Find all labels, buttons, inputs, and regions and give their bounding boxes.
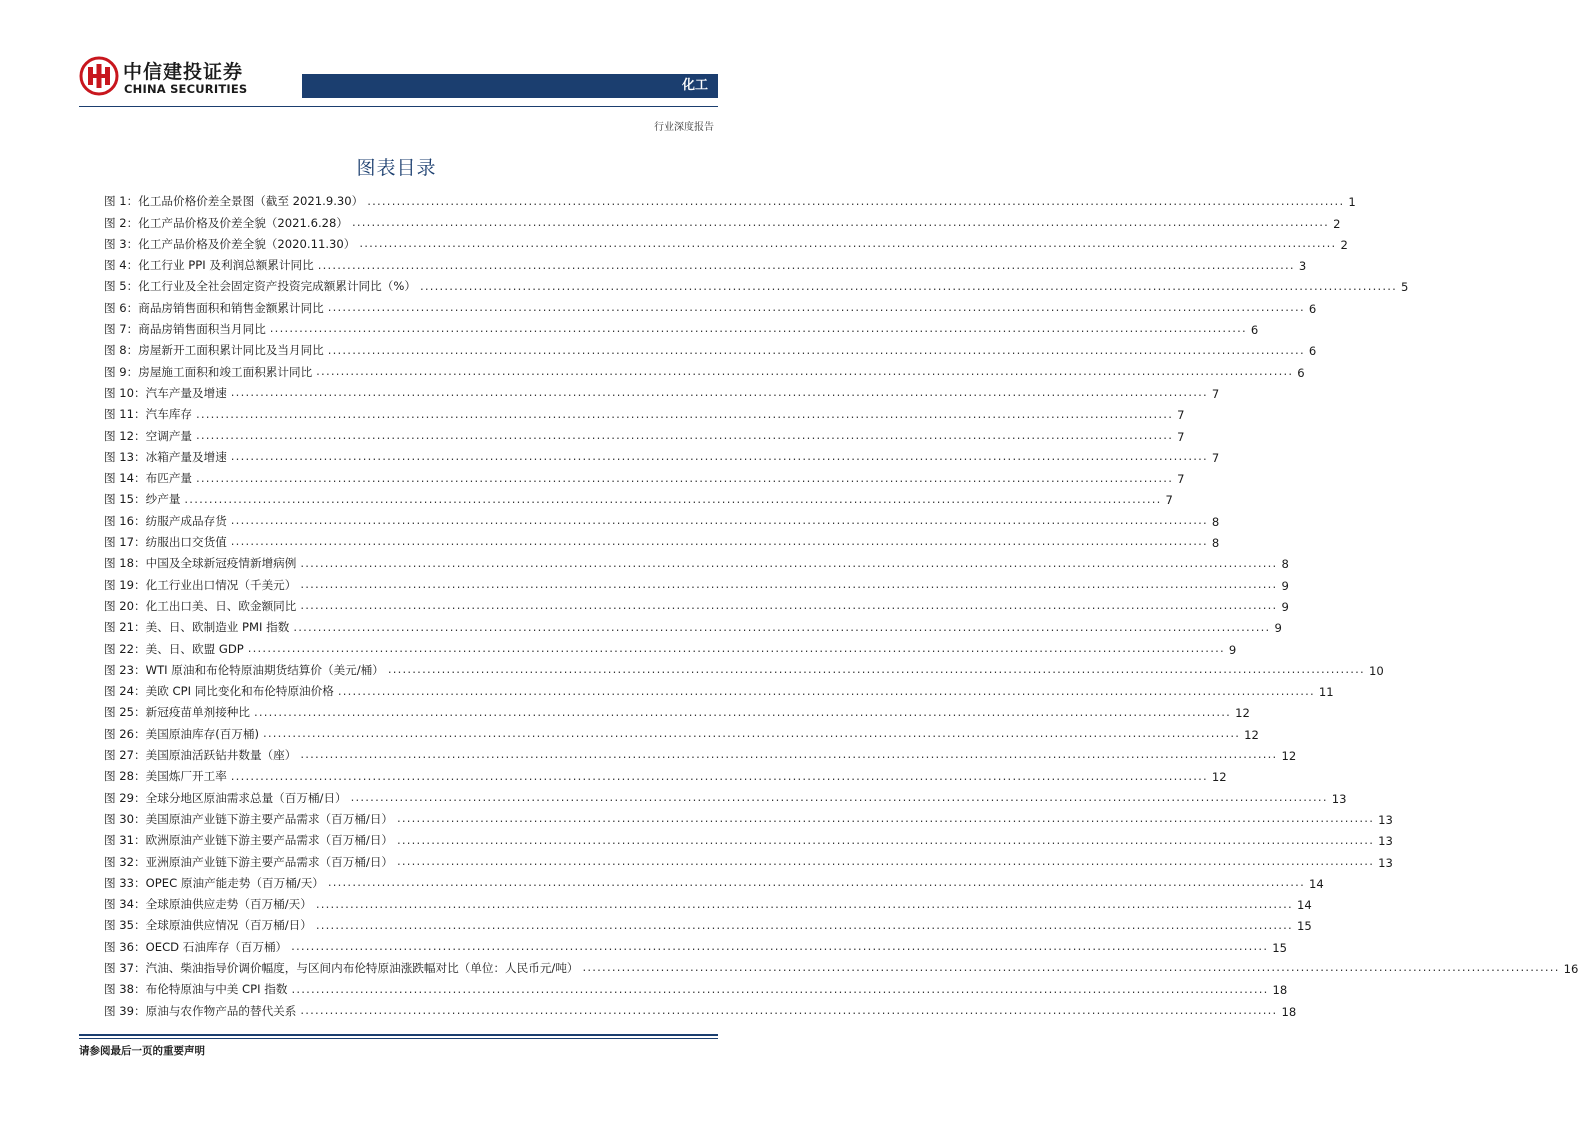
toc-leader-dots: ........................................................................................................................................................................................................ <box>387 662 1365 677</box>
toc-entry[interactable] <box>104 976 1288 998</box>
brand-name-cn: 中信建投证券 <box>123 61 244 83</box>
toc-entry-page: 6 <box>1250 323 1259 338</box>
toc-entry-label: 图 5：化工行业及全社会固定资产投资完成额累计同比（%） <box>104 279 416 294</box>
toc-leader-dots: ........................................................................................................................................................................................................ <box>269 321 1247 336</box>
toc-leader-dots: ........................................................................................................................................................................................................ <box>230 449 1208 464</box>
toc-entry-page: 13 <box>1378 812 1393 827</box>
toc-entry-label: 图 27：美国原油活跃钻井数量（座） <box>104 748 297 763</box>
toc-entry-label: 图 38：布伦特原油与中美 CPI 指数 <box>104 982 288 997</box>
toc-entry-page: 2 <box>1340 237 1348 252</box>
toc-leader-dots: ........................................................................................................................................................................................................ <box>230 768 1208 783</box>
toc-entry[interactable] <box>104 401 1185 423</box>
toc-entry-label: 图 3：化工产品价格及价差全貌（2020.11.30） <box>104 236 356 251</box>
toc-entry[interactable] <box>104 635 1237 657</box>
toc-leader-dots: ........................................................................................................................................................................................................ <box>327 300 1305 315</box>
toc-entry-label: 图 34：全球原油供应走势（百万桶/天） <box>104 897 312 912</box>
toc-entry-page: 14 <box>1308 876 1324 891</box>
toc-entry[interactable] <box>104 486 1173 508</box>
toc-entry[interactable] <box>104 891 1312 913</box>
toc-leader-dots: ........................................................................................................................................................................................................ <box>230 385 1208 400</box>
toc-entry-label: 图 1：化工品价格价差全景图（截至 2021.9.30） <box>104 194 364 209</box>
toc-entry[interactable] <box>104 955 1578 976</box>
toc-entry-label: 图 37：汽油、柴油指导价调价幅度，与区间内布伦特原油涨跌幅对比（单位：人民币元/吨） <box>104 960 579 975</box>
toc-entry[interactable] <box>104 806 1393 827</box>
sector-banner <box>302 74 718 98</box>
toc-entry[interactable] <box>104 507 1220 529</box>
toc-entry-label: 图 24：美欧 CPI 同比变化和布伦特原油价格 <box>104 684 334 699</box>
toc-entry-page: 9 <box>1274 621 1282 636</box>
toc-leader-dots: ........................................................................................................................................................................................................ <box>291 939 1269 954</box>
toc-entry-page: 8 <box>1211 536 1220 551</box>
toc-leader-dots: ........................................................................................................................................................................................................ <box>316 364 1294 379</box>
toc-entry[interactable] <box>104 784 1347 806</box>
toc-entry-label: 图 28：美国炼厂开工率 <box>104 769 227 784</box>
toc-leader-dots: ........................................................................................................................................................................................................ <box>196 406 1174 421</box>
toc-entry[interactable] <box>104 209 1341 231</box>
toc-entry-page: 10 <box>1368 663 1384 678</box>
toc-leader-dots: ........................................................................................................................................................................................................ <box>582 960 1560 975</box>
toc-entry-page: 12 <box>1235 706 1250 721</box>
toc-entry-page: 12 <box>1281 749 1297 764</box>
toc-entry-label: 图 21：美、日、欧制造业 PMI 指数 <box>104 620 290 635</box>
toc-entry[interactable] <box>104 188 1356 210</box>
toc-entry-page: 7 <box>1177 429 1185 444</box>
toc-entry-label: 图 25：新冠疫苗单剂接种比 <box>104 705 250 720</box>
toc-entry-page: 7 <box>1211 386 1220 401</box>
report-type-label: 行业深度报告 <box>654 122 714 133</box>
toc-leader-dots: ........................................................................................................................................................................................................ <box>300 1002 1278 1017</box>
toc-entry[interactable] <box>104 422 1185 444</box>
toc-entry-page: 9 <box>1228 642 1237 657</box>
toc-entry-page: 12 <box>1211 770 1227 785</box>
toc-entry-label: 图 9：房屋施工面积和竣工面积累计同比 <box>104 364 313 379</box>
toc-leader-dots: ........................................................................................................................................................................................................ <box>300 747 1278 762</box>
toc-entry-page: 12 <box>1244 727 1259 742</box>
toc-leader-dots: ........................................................................................................................................................................................................ <box>315 917 1293 932</box>
toc-entry-label: 图 33：OPEC 原油产能走势（百万桶/天） <box>104 875 324 890</box>
toc-entry-label: 图 31：欧洲原油产业链下游主要产品需求（百万桶/日） <box>104 833 394 848</box>
toc-entry-page: 9 <box>1281 599 1289 614</box>
toc-leader-dots: ........................................................................................................................................................................................................ <box>253 704 1232 719</box>
toc-entry[interactable] <box>104 231 1348 252</box>
toc-entry[interactable] <box>104 593 1289 614</box>
sector-label: 化工 <box>681 78 708 93</box>
toc-entry[interactable] <box>104 912 1312 934</box>
toc-entry[interactable] <box>104 529 1220 551</box>
toc-leader-dots: ........................................................................................................................................................................................................ <box>359 236 1337 251</box>
toc-leader-dots: ........................................................................................................................................................................................................ <box>184 491 1162 506</box>
toc-entry-label: 图 36：OECD 石油库存（百万桶） <box>104 939 288 954</box>
toc-entry[interactable] <box>104 380 1220 401</box>
toc-entry-page: 13 <box>1378 855 1393 870</box>
toc-leader-dots: ........................................................................................................................................................................................................ <box>230 513 1208 528</box>
toc-entry-page: 3 <box>1298 259 1307 274</box>
toc-entry[interactable] <box>104 316 1259 338</box>
toc-entry-label: 图 8：房屋新开工面积累计同比及当月同比 <box>104 343 324 358</box>
toc-leader-dots: ........................................................................................................................................................................................................ <box>367 193 1345 208</box>
china-securities-logo-icon <box>79 56 119 96</box>
toc-entry-page: 1 <box>1348 195 1356 210</box>
toc-entry-page: 7 <box>1211 450 1220 465</box>
toc-entry[interactable] <box>104 997 1297 1019</box>
toc-entry-page: 13 <box>1331 791 1347 806</box>
toc-entry-label: 图 16：纺服产成品存货 <box>104 513 227 528</box>
toc-entry[interactable] <box>104 337 1317 359</box>
toc-entry-label: 图 11：汽车库存 <box>104 407 193 422</box>
toc-entry-label: 图 29：全球分地区原油需求总量（百万桶/日） <box>104 790 347 805</box>
toc-entry-label: 图 10：汽车产量及增速 <box>104 385 227 400</box>
toc-title: 图表目录 <box>356 157 437 179</box>
toc-entry-page: 7 <box>1177 408 1185 423</box>
toc-entry-label: 图 4：化工行业 PPI 及利润总额累计同比 <box>104 258 314 273</box>
header-divider <box>79 106 718 107</box>
toc-entry-label: 图 20：化工出口美、日、欧金额同比 <box>104 598 297 613</box>
toc-entry[interactable] <box>104 848 1393 870</box>
toc-entry[interactable] <box>104 358 1305 380</box>
toc-leader-dots: ........................................................................................................................................................................................................ <box>300 555 1278 570</box>
toc-leader-dots: ........................................................................................................................................................................................................ <box>300 577 1278 592</box>
toc-entry-label: 图 13：冰箱产量及增速 <box>104 449 227 464</box>
toc-entry[interactable] <box>104 444 1220 465</box>
toc-entry-label: 图 39：原油与农作物产品的替代关系 <box>104 1003 297 1018</box>
toc-leader-dots: ........................................................................................................................................................................................................ <box>397 853 1375 868</box>
toc-entry-label: 图 30：美国原油产业链下游主要产品需求（百万桶/日） <box>104 811 394 826</box>
toc-entry-page: 18 <box>1281 1004 1297 1019</box>
footer-divider <box>79 1034 718 1036</box>
toc-entry[interactable] <box>104 614 1282 636</box>
toc-entry-page: 2 <box>1333 216 1341 231</box>
toc-entry-label: 图 12：空调产量 <box>104 428 193 443</box>
toc-entry-page: 8 <box>1211 514 1220 529</box>
toc-entry-page: 11 <box>1318 685 1334 700</box>
toc-entry-label: 图 26：美国原油库存(百万桶) <box>104 726 260 741</box>
toc-entry-page: 5 <box>1401 280 1409 295</box>
toc-entry[interactable] <box>104 657 1384 678</box>
toc-entry[interactable] <box>104 465 1185 487</box>
toc-entry[interactable] <box>104 763 1227 785</box>
toc-entry-label: 图 14：布匹产量 <box>104 471 193 486</box>
toc-entry-label: 图 23：WTI 原油和布伦特原油期货结算价（美元/桶） <box>104 662 384 677</box>
toc-entry[interactable] <box>104 933 1287 955</box>
toc-entry-page: 18 <box>1272 983 1288 998</box>
toc-entry-page: 6 <box>1308 301 1317 316</box>
toc-entry-label: 图 19：化工行业出口情况（千美元） <box>104 577 297 592</box>
toc-entry[interactable] <box>104 294 1317 316</box>
toc-entry[interactable] <box>104 827 1393 849</box>
toc-leader-dots: ........................................................................................................................................................................................................ <box>397 832 1375 847</box>
toc-entry-page: 7 <box>1177 472 1185 487</box>
toc-entry-page: 7 <box>1165 493 1173 508</box>
toc-leader-dots: ........................................................................................................................................................................................................ <box>317 257 1295 272</box>
toc-leader-dots: ........................................................................................................................................................................................................ <box>419 278 1398 293</box>
toc-leader-dots: ........................................................................................................................................................................................................ <box>230 534 1208 549</box>
toc-leader-dots: ........................................................................................................................................................................................................ <box>196 470 1174 485</box>
toc-entry-label: 图 15：纱产量 <box>104 492 181 507</box>
toc-entry[interactable] <box>104 720 1259 742</box>
toc-entry[interactable] <box>104 742 1297 764</box>
toc-entry[interactable] <box>104 678 1334 700</box>
toc-leader-dots: ........................................................................................................................................................................................................ <box>291 981 1269 996</box>
toc-leader-dots: ........................................................................................................................................................................................................ <box>247 640 1225 655</box>
toc-entry-page: 16 <box>1563 961 1578 976</box>
toc-entry[interactable] <box>104 571 1289 593</box>
toc-leader-dots: ........................................................................................................................................................................................................ <box>351 215 1330 229</box>
toc-entry-label: 图 18：中国及全球新冠疫情新增病例 <box>104 556 297 571</box>
toc-entry-label: 图 7：商品房销售面积当月同比 <box>104 322 266 337</box>
toc-entry-page: 15 <box>1272 940 1287 955</box>
toc-leader-dots: ........................................................................................................................................................................................................ <box>337 683 1315 698</box>
toc-entry-label: 图 32：亚洲原油产业链下游主要产品需求（百万桶/日） <box>104 854 394 869</box>
toc-leader-dots: ........................................................................................................................................................................................................ <box>315 896 1293 911</box>
toc-leader-dots: ........................................................................................................................................................................................................ <box>263 726 1241 741</box>
toc-leader-dots: ........................................................................................................................................................................................................ <box>293 619 1271 634</box>
toc-entry-page: 8 <box>1281 557 1289 572</box>
toc-entry-label: 图 2：化工产品价格及价差全貌（2021.6.28） <box>104 215 348 230</box>
footer-divider-thin <box>79 1038 718 1039</box>
toc-entry-label: 图 17：纺服出口交货值 <box>104 535 227 550</box>
toc-entry-label: 图 35：全球原油供应情况（百万桶/日） <box>104 918 312 933</box>
toc-entry[interactable] <box>104 252 1307 274</box>
toc-entry-page: 9 <box>1281 578 1289 593</box>
toc-leader-dots: ........................................................................................................................................................................................................ <box>397 811 1375 826</box>
toc-leader-dots: ........................................................................................................................................................................................................ <box>350 790 1328 805</box>
toc-leader-dots: ........................................................................................................................................................................................................ <box>327 342 1305 357</box>
toc-entry[interactable] <box>104 870 1324 891</box>
toc-entry-page: 6 <box>1297 365 1305 380</box>
toc-entry-page: 6 <box>1308 344 1317 359</box>
toc-entry-page: 15 <box>1296 919 1312 934</box>
toc-leader-dots: ........................................................................................................................................................................................................ <box>196 427 1174 442</box>
toc-list <box>104 188 1578 1019</box>
toc-entry[interactable] <box>104 699 1250 721</box>
company-logo <box>79 54 249 102</box>
toc-entry[interactable] <box>104 550 1289 572</box>
toc-entry-page: 13 <box>1378 834 1393 849</box>
toc-entry-label: 图 6：商品房销售面积和销售金额累计同比 <box>104 300 324 315</box>
footer-disclaimer: 请参阅最后一页的重要声明 <box>79 1045 205 1057</box>
toc-entry[interactable] <box>104 273 1409 295</box>
brand-name-en: CHINA SECURITIES <box>124 82 248 96</box>
toc-entry-label: 图 22：美、日、欧盟 GDP <box>104 641 244 656</box>
toc-leader-dots: ........................................................................................................................................................................................................ <box>327 875 1305 890</box>
toc-entry-page: 14 <box>1296 898 1312 913</box>
toc-leader-dots: ........................................................................................................................................................................................................ <box>300 598 1278 613</box>
